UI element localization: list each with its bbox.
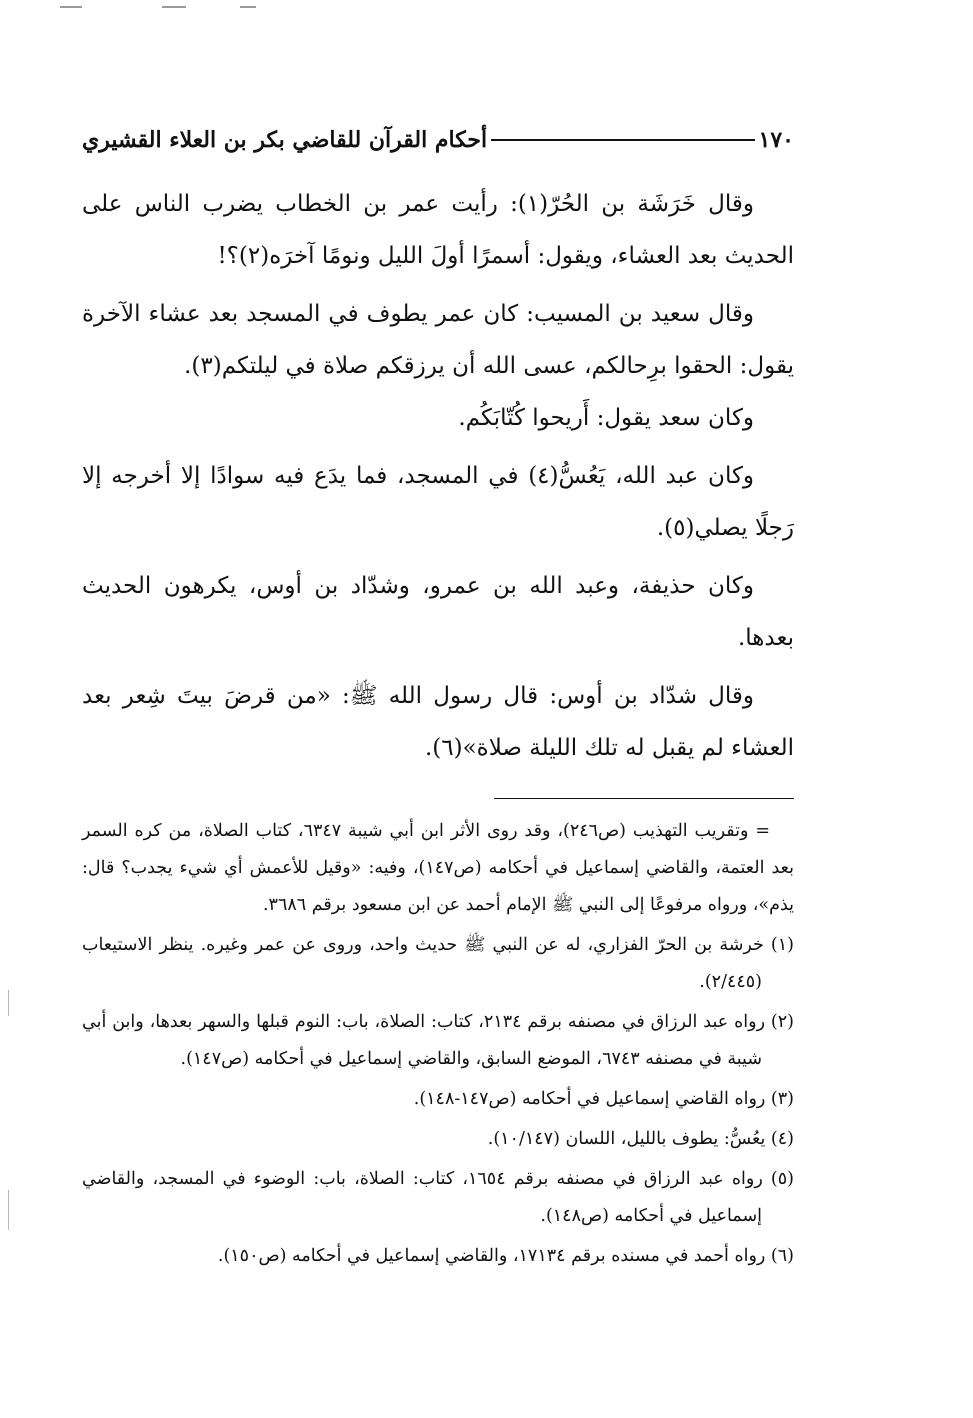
running-header (82, 118, 794, 162)
book-page (82, 118, 794, 1278)
body-paragraph: وكان عبد الله، يَعُسُّ(٤) في المسجد، فما يدَع فيه سوادًا إلا أخرجه إلا رَجلًا يصلي(٥). (82, 463, 794, 541)
footnote: (٥) رواه عبد الرزاق في مصنفه برقم ١٦٥٤، كتاب: الصلاة، باب: الوضوء في المسجد، والقاضي إسماعيل في أحكامه (ص١٤٨). (82, 1169, 794, 1226)
footnote: (٢) رواه عبد الرزاق في مصنفه برقم ٢١٣٤، كتاب: الصلاة، باب: النوم قبلها والسهر بعدها، وابن أبي شيبة في مصنفه ٦٧٤٣، الموضع السابق، والقاضي إسماعيل في أحكامه (ص١٤٧). (82, 1012, 794, 1069)
header-rule (491, 139, 754, 141)
book-title: أحكام القرآن للقاضي بكر بن العلاء القشيري (82, 127, 488, 153)
footnote: (٣) رواه القاضي إسماعيل في أحكامه (ص١٤٧-١٤٨). (413, 1089, 794, 1109)
footnotes (82, 813, 794, 1275)
footnote-separator (494, 798, 794, 799)
footnote: (١) خرشة بن الحرّ الفزاري، له عن النبي ﷺ حديث واحد، وروى عن عمر وغيره. ينظر الاستيعاب (٢/٤٤٥). (82, 935, 794, 992)
footnote: (٤) يعُسُّ: يطوف بالليل، اللسان (١٠/١٤٧). (487, 1129, 794, 1149)
scan-edge-mark (8, 990, 9, 1016)
scan-marks (60, 6, 260, 8)
main-text (82, 178, 794, 774)
body-paragraph: وقال خَرَشَة بن الحُرّ(١): رأيت عمر بن الخطاب يضرب الناس على الحديث بعد العشاء، ويقول: أسمرًا أولَ الليل ونومًا آخرَه(٢)؟! (82, 191, 794, 269)
page-number: ١٧٠ (758, 127, 794, 153)
body-paragraph: وكان حذيفة، وعبد الله بن عمرو، وشدّاد بن أوس، يكرهون الحديث بعدها. (82, 573, 794, 651)
footnote-continuation: = وتقريب التهذيب (ص٢٤٦)، وقد روى الأثر ابن أبي شيبة ٦٣٤٧، كتاب الصلاة، من كره السمر بعد العتمة، والقاضي إسماعيل في أحكامه (ص١٤٧)، وفيه: «وقيل للأعمش أي شيء يجدب؟ قال: يذم»، ورواه مرفوعًا إلى النبي ﷺ الإمام أحمد عن ابن مسعود برقم ٣٦٨٦. (82, 821, 794, 915)
body-paragraph: وقال سعيد بن المسيب: كان عمر يطوف في المسجد بعد عشاء الآخرة يقول: الحقوا برِحالكم، عسى الله أن يرزقكم صلاة في ليلتكم(٣). (82, 301, 794, 379)
body-paragraph: وقال شدّاد بن أوس: قال رسول الله ﷺ: «من قرضَ بيتَ شِعر بعد العشاء لم يقبل له تلك الليلة صلاة»(٦). (82, 683, 794, 761)
body-paragraph: وكان سعد يقول: أَريحوا كُتّابَكُم. (458, 405, 754, 431)
footnote: (٦) رواه أحمد في مسنده برقم ١٧١٣٤، والقاضي إسماعيل في أحكامه (ص١٥٠). (217, 1246, 794, 1266)
scan-edge-mark (8, 1190, 9, 1230)
